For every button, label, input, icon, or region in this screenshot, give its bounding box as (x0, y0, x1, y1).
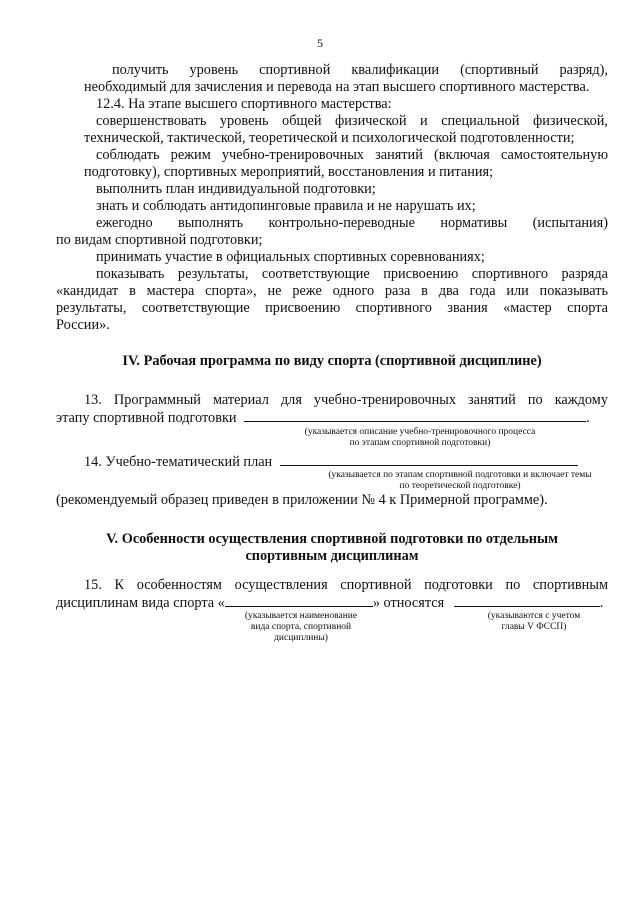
paragraph-15-line1: 15. К особенностям осуществления спортивной подготовки по спортивным (84, 577, 608, 593)
note-line: (указывается наименование (244, 611, 358, 621)
paragraph-line: принимать участие в официальных спортивных соревнованиях; (96, 249, 485, 265)
paragraph-line: получить уровень спортивной квалификации (спортивный разряд), (112, 62, 608, 78)
paragraph-14-tail: (рекомендуемый образец приведен в приложении № 4 к Примерной программе). (56, 492, 548, 508)
section-heading-5-line1: V. Особенности осуществления спортивной подготовки по отдельным (106, 531, 558, 547)
paragraph-13-line2: этапу спортивной подготовки . (56, 410, 590, 426)
page-content (56, 62, 608, 334)
note-line: главы V ФССП) (501, 622, 567, 632)
paragraph-line: ежегодно выполнять контрольно-переводные нормативы (испытания) (96, 215, 608, 231)
paragraph-15-text-b: » относятся (372, 595, 445, 611)
paragraph-15-line2: дисциплинам вида спорта « » относятся . (56, 595, 604, 611)
blank-line (280, 453, 578, 466)
paragraph-14-label: 14. Учебно-тематический план (84, 454, 273, 470)
paragraph-line: технической, тактической, теоретической и психологической подготовленности; (84, 130, 575, 146)
paragraph-14 (84, 453, 614, 471)
paragraph-line: соблюдать режим учебно-тренировочных занятий (включая самостоятельную (96, 147, 608, 163)
paragraph-line: подготовку), спортивных мероприятий, восстановления и питания; (84, 164, 494, 180)
note-line: по этапам спортивной подготовки) (349, 438, 491, 448)
paragraph-line: 12.4. На этапе высшего спортивного мастерства: (96, 96, 392, 112)
paragraph-line: России». (56, 317, 110, 333)
paragraph-15-text-a: дисциплинам вида спорта « (56, 595, 225, 611)
note-15a (226, 611, 376, 644)
blank-line (225, 594, 373, 607)
paragraph-13-line1: 13. Программный материал для учебно-тренировочных занятий по каждому (84, 392, 608, 408)
paragraph-line: «кандидат в мастера спорта», не реже одного раза в два года или показывать (56, 283, 608, 299)
paragraph-line: показывать результаты, соответствующие присвоению спортивного разряда (96, 266, 608, 282)
paragraph-line: знать и соблюдать антидопинговые правила и не нарушать их; (96, 198, 476, 214)
paragraph-line: необходимый для зачисления и перевода на этап высшего спортивного мастерства. (84, 79, 590, 95)
note-13 (280, 427, 560, 449)
note-line: вида спорта, спортивной (250, 622, 352, 632)
blank-line (454, 594, 600, 607)
paragraph-line: по видам спортивной подготовки; (56, 232, 263, 248)
note-line: (указывается описание учебно-тренировочного процесса (304, 427, 536, 437)
section-heading-5-line2: спортивным дисциплинам (245, 548, 419, 564)
page-number: 5 (317, 36, 323, 50)
note-line: (указывается по этапам спортивной подготовки и включает темы (328, 470, 592, 480)
paragraph-13-text: этапу спортивной подготовки (56, 410, 237, 426)
section-heading-4: IV. Рабочая программа по виду спорта (спортивной дисциплине) (122, 353, 542, 369)
blank-line (244, 409, 586, 422)
paragraph-line: совершенствовать уровень общей физической и специальной физической, (96, 113, 608, 129)
note-line: по теоретической подготовке) (399, 481, 521, 491)
paragraph-line: результаты, соответствующие присвоению спортивного звания «мастер спорта (56, 300, 608, 316)
note-line: дисциплины) (274, 633, 328, 643)
note-15b (464, 611, 604, 633)
paragraph-line: выполнить план индивидуальной подготовки; (96, 181, 376, 197)
note-14 (300, 470, 620, 492)
note-line: (указываются с учетом (487, 611, 581, 621)
